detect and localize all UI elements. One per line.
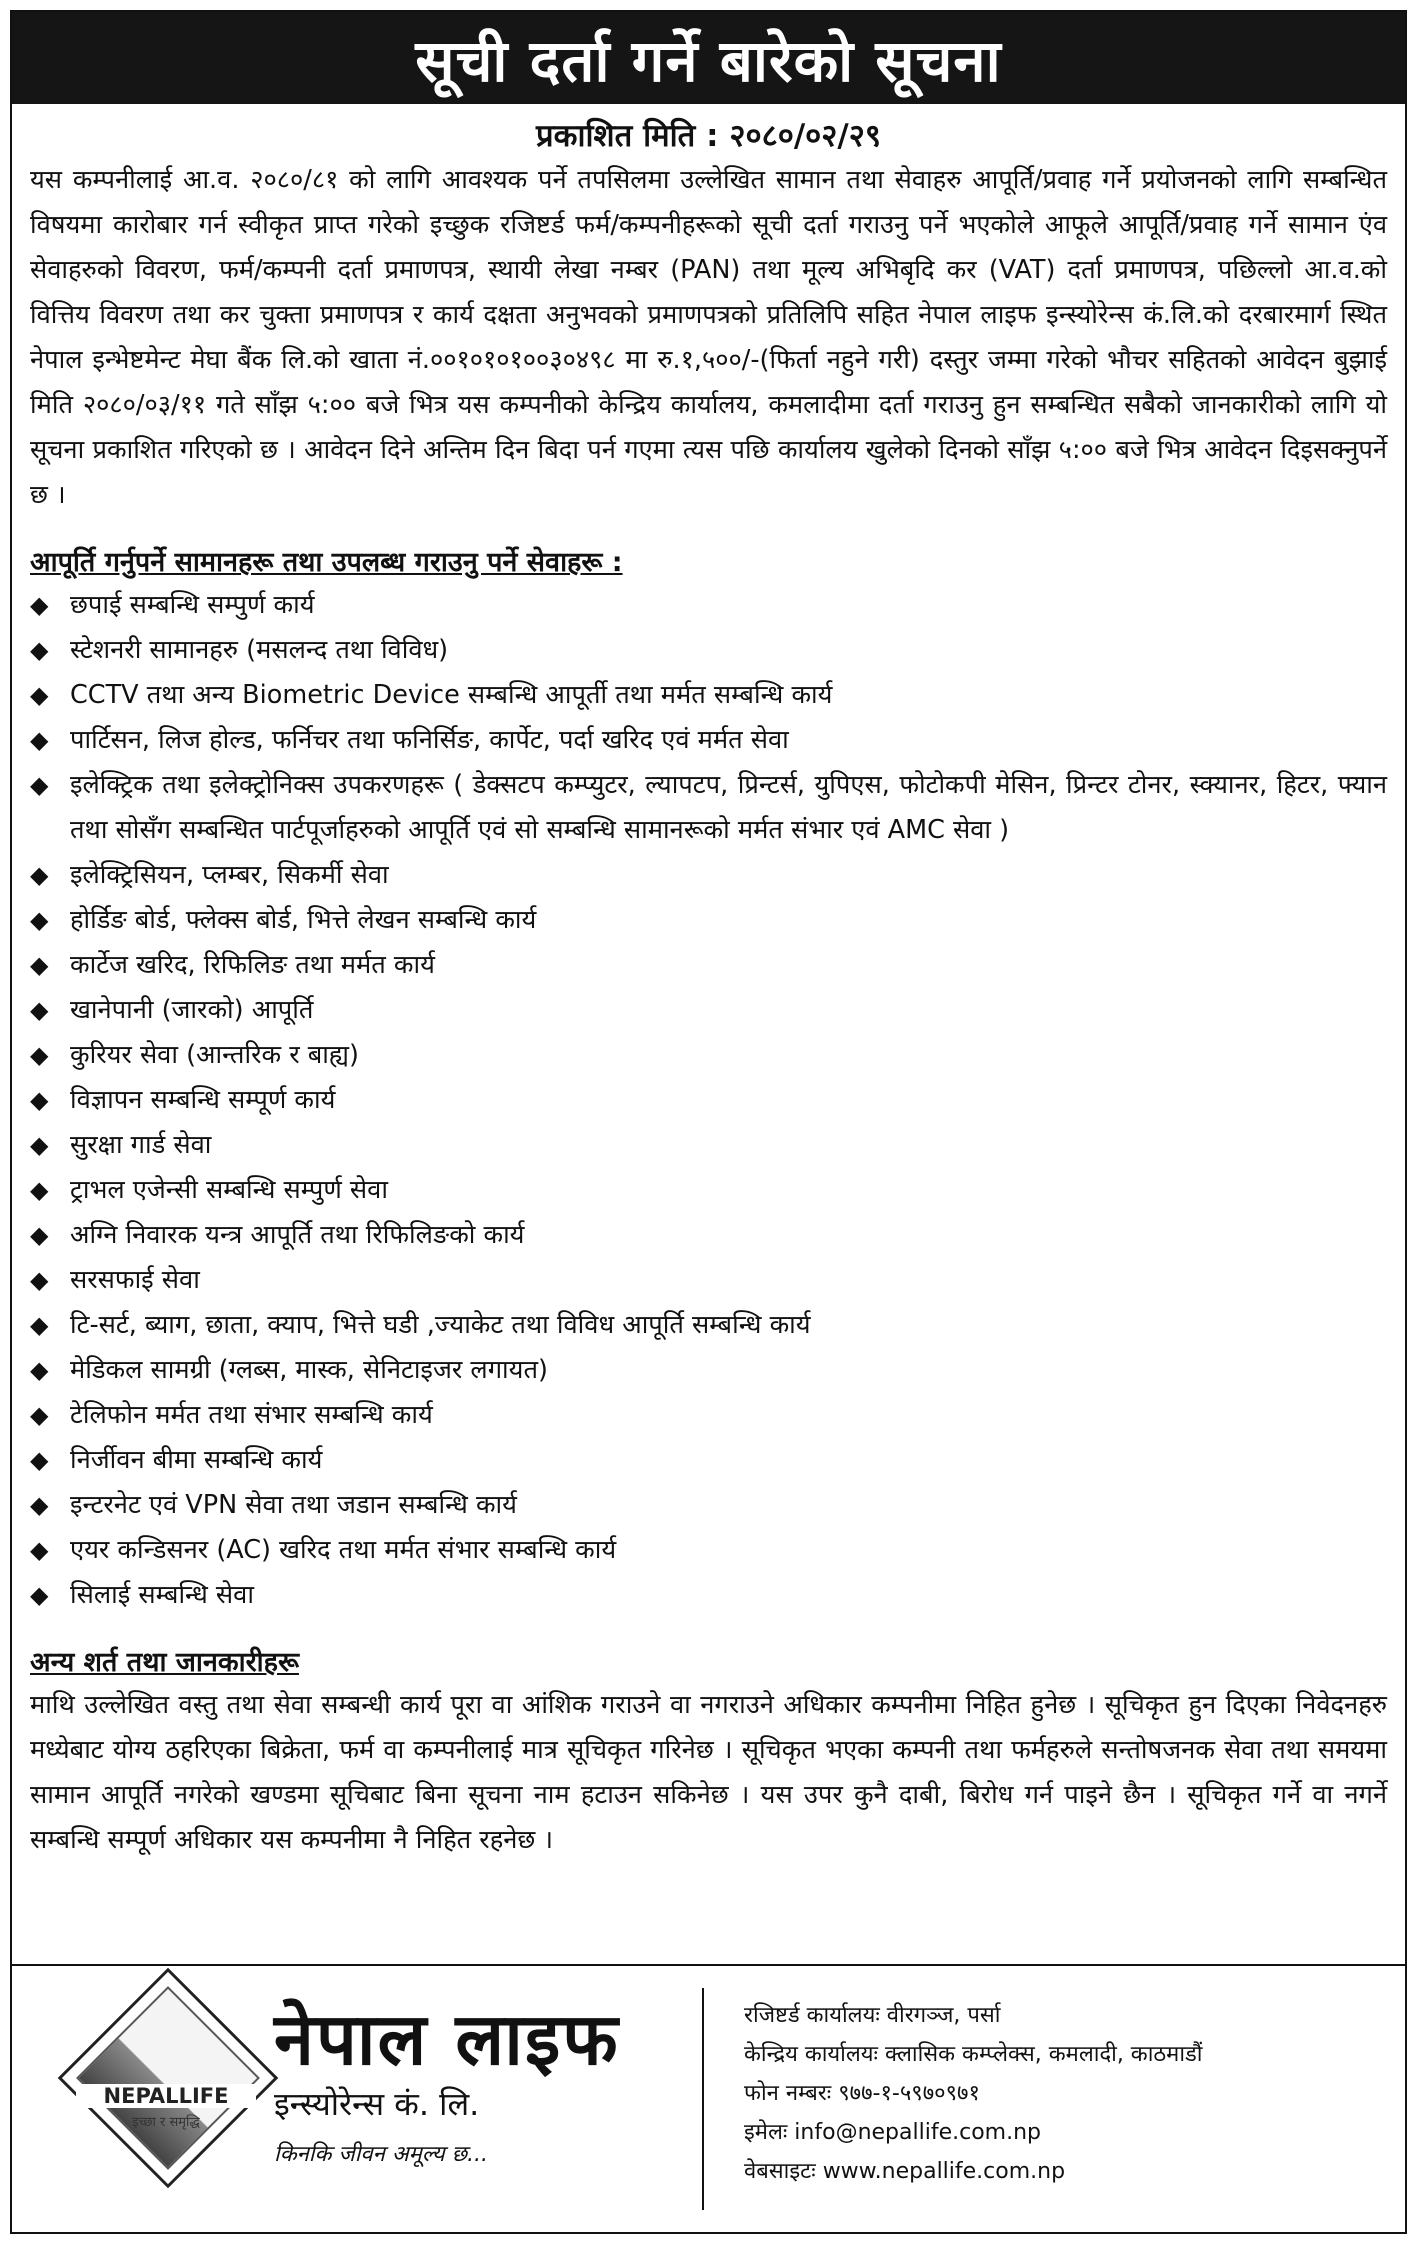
list-item-text: इन्टरनेट एवं VPN सेवा तथा जडान सम्बन्धि कार्य (70, 1490, 517, 1520)
diamond-bullet-icon: ◆ (30, 591, 49, 619)
diamond-bullet-icon: ◆ (30, 1446, 49, 1474)
list-item (30, 1213, 1387, 1258)
list-item-text: सुरक्षा गार्ड सेवा (70, 1130, 212, 1160)
diamond-bullet-icon: ◆ (30, 1401, 49, 1429)
diamond-bullet-icon: ◆ (30, 1356, 49, 1384)
list-item-text: छपाई सम्बन्धि सम्पुर्ण कार्य (70, 590, 315, 620)
brand-subtitle: इन्स्योरेन्स कं. लि. (274, 2085, 480, 2123)
logo-tagline: इच्छा र समृद्धि (132, 2115, 200, 2130)
footer (12, 1964, 1405, 2232)
list-item-text: एयर कन्डिसनर (AC) खरिद तथा मर्मत संभार सम्बन्धि कार्य (70, 1535, 617, 1565)
list-item (30, 583, 1387, 628)
notice-body (12, 158, 1405, 1863)
items-heading: आपूर्ति गर्नुपर्ने सामानहरू तथा उपलब्ध गराउनु पर्ने सेवाहरू : (30, 547, 623, 578)
intro-paragraph: यस कम्पनीलाई आ.व. २०८०/८१ को लागि आवश्यक पर्ने तपसिलमा उल्लेखित सामान तथा सेवाहरु आपूर्ति/प्रवाह गर्ने प्रयोजनको लागि सम्बन्धित विषयमा कारोबार गर्न स्वीकृत प्राप्त गरेको इच्छुक रजिष्टर्ड फर्म/कम्पनीहरूको सूची दर्ता गराउनु पर्ने भएकोले आफूले आपूर्ति/प्रवाह गर्ने सामान एंव सेवाहरुको विवरण, फर्म/कम्पनी दर्ता प्रमाणपत्र, स्थायी लेखा नम्बर (PAN) तथा मूल्य अभिबृदि कर (VAT) दर्ता प्रमाणपत्र, पछिल्लो आ.व.को वित्तिय विवरण तथा कर चुक्ता प्रमाणपत्र र कार्य दक्षता अनुभवको प्रमाणपत्रको प्रतिलिपि सहित नेपाल लाइफ इन्स्योरेन्स कं.लि.को दरबारमार्ग स्थित नेपाल इन्भेष्टमेन्ट मेघा बैंक लि.को खाता नं.००१०१०१००३०४९८ मा रु.१,५००/-(फिर्ता नहुने गरी) दस्तुर जम्मा गरेको भौचर सहितको आवेदन बुझाई मिति २०८०/०३/११ गते साँझ ५:०० बजे भित्र यस कम्पनीको केन्द्रिय कार्यालय, कमलादीमा दर्ता गराउनु हुन सम्बन्धित सबैको जानकारीको लागि यो सूचना प्रकाशित गरिएको छ । आवेदन दिने अन्तिम दिन बिदा पर्न गएमा त्यस पछि कार्यालय खुलेको दिनको साँझ ५:०० बजे भित्र आवेदन दिइसक्नुपर्ने छ । (30, 165, 1387, 510)
list-item-text: कुरियर सेवा (आन्तरिक र बाह्य) (70, 1040, 359, 1070)
diamond-bullet-icon: ◆ (30, 1221, 49, 1249)
diamond-bullet-icon: ◆ (30, 996, 49, 1024)
list-item (30, 1438, 1387, 1483)
list-item (30, 943, 1387, 988)
notice-title: सूची दर्ता गर्ने बारेको सूचना (415, 26, 1002, 95)
terms-heading: अन्य शर्त तथा जानकारीहरू (30, 1647, 299, 1678)
list-item-text: निर्जीवन बीमा सम्बन्धि कार्य (70, 1445, 323, 1475)
footer-contacts (704, 1966, 1405, 2232)
list-item-text: पार्टिसन, लिज होल्ड, फर्निचर तथा फनिर्सिङ, कार्पेट, पर्दा खरिद एवं मर्मत सेवा (70, 725, 789, 755)
list-item (30, 1483, 1387, 1528)
terms-paragraph: माथि उल्लेखित वस्तु तथा सेवा सम्बन्धी कार्य पूरा वा आंशिक गराउने वा नगराउने अधिकार कम्पनीमा निहित हुनेछ । सूचिकृत हुन दिएका निवेदनहरु मध्येबाट योग्य ठहरिएका बिक्रेता, फर्म वा कम्पनीलाई मात्र सूचिकृत गरिनेछ । सूचिकृत भएका कम्पनी तथा फर्महरुले सन्तोषजनक सेवा तथा समयमा सामान आपूर्ति नगरेको खण्डमा सूचिबाट बिना सूचना नाम हटाउन सकिनेछ । यस उपर कुनै दाबी, बिरोध गर्न पाइने छैन । सूचिकृत गर्ने वा नगर्ने सम्बन्धि सम्पूर्ण अधिकार यस कम्पनीमा नै निहित रहनेछ । (30, 1690, 1387, 1855)
brand-name: नेपाल लाइफ (274, 1997, 620, 2081)
central-office: केन्द्रिय कार्यालयः क्लासिक कम्प्लेक्स, कमलादी, काठमाडौं (744, 2042, 1203, 2067)
list-item-text: इलेक्ट्रिक तथा इलेक्ट्रोनिक्स उपकरणहरू ( डेक्सटप कम्प्युटर, ल्यापटप, प्रिन्टर्स, युपिएस, फोटोकपी मेसिन, प्रिन्टर टोनर, स्क्यानर, हिटर, फ्यान तथा सोसँग सम्बन्धित पार्टपूर्जाहरुको आपूर्ति एवं सो सम्बन्धि सामानरूको मर्मत संभार एवं AMC सेवा ) (70, 770, 1387, 845)
list-item (30, 1393, 1387, 1438)
list-item-text: ट्राभल एजेन्सी सम्बन्धि सम्पुर्ण सेवा (70, 1175, 388, 1205)
diamond-bullet-icon: ◆ (30, 1311, 49, 1339)
brand-slogan: किनकि जीवन अमूल्य छ... (274, 2142, 489, 2167)
published-date: २०८०/०२/२९ (729, 118, 881, 154)
diamond-bullet-icon: ◆ (30, 951, 49, 979)
list-item-text: खानेपानी (जारको) आपूर्ति (70, 995, 314, 1025)
list-item-text: CCTV तथा अन्य Biometric Device सम्बन्धि आपूर्ती तथा मर्मत सम्बन्धि कार्य (70, 680, 833, 710)
diamond-bullet-icon: ◆ (30, 1491, 49, 1519)
diamond-bullet-icon: ◆ (30, 1266, 49, 1294)
diamond-bullet-icon: ◆ (30, 681, 49, 709)
list-item-text: कार्टेज खरिद, रिफिलिङ तथा मर्मत कार्य (70, 950, 435, 980)
diamond-bullet-icon: ◆ (30, 726, 49, 754)
diamond-bullet-icon: ◆ (30, 1581, 49, 1609)
diamond-bullet-icon: ◆ (30, 1131, 49, 1159)
phone-number: फोन नम्बरः ९७७-१-५९७०९७१ (744, 2081, 980, 2106)
list-item-text: सिलाई सम्बन्धि सेवा (70, 1580, 254, 1610)
list-item (30, 1528, 1387, 1573)
list-item (30, 1123, 1387, 1168)
list-item (30, 1258, 1387, 1303)
email-address[interactable]: इमेलः info@nepallife.com.np (744, 2120, 1041, 2145)
items-list (30, 583, 1387, 1618)
diamond-bullet-icon: ◆ (30, 771, 49, 799)
website-link[interactable]: वेबसाइटः www.nepallife.com.np (744, 2159, 1066, 2184)
list-item (30, 1033, 1387, 1078)
notice-page (10, 10, 1407, 2234)
footer-brand (12, 1966, 702, 2232)
list-item-text: होर्डिङ बोर्ड, फ्लेक्स बोर्ड, भित्ते लेखन सम्बन्धि कार्य (70, 905, 537, 935)
registered-office: रजिष्टर्ड कार्यालयः वीरगञ्ज, पर्सा (744, 2003, 1001, 2028)
list-item (30, 898, 1387, 943)
list-item (30, 1303, 1387, 1348)
list-item-text: इलेक्ट्रिसियन, प्लम्बर, सिकर्मी सेवा (70, 860, 389, 890)
diamond-bullet-icon: ◆ (30, 1536, 49, 1564)
published-label: प्रकाशित मिति : (536, 118, 719, 154)
list-item-text: टेलिफोन मर्मत तथा संभार सम्बन्धि कार्य (70, 1400, 433, 1430)
list-item-text: सरसफाई सेवा (70, 1265, 200, 1295)
list-item (30, 853, 1387, 898)
list-item (30, 1168, 1387, 1213)
list-item (30, 628, 1387, 673)
list-item-text: विज्ञापन सम्बन्धि सम्पूर्ण कार्य (70, 1085, 336, 1115)
diamond-bullet-icon: ◆ (30, 1041, 49, 1069)
list-item-text: टि-सर्ट, ब्याग, छाता, क्याप, भित्ते घडी ,ज्याकेट तथा विविध आपूर्ति सम्बन्धि कार्य (70, 1310, 811, 1340)
list-item (30, 763, 1387, 853)
list-item (30, 673, 1387, 718)
diamond-bullet-icon: ◆ (30, 1176, 49, 1204)
published-date-line (12, 114, 1405, 156)
diamond-bullet-icon: ◆ (30, 906, 49, 934)
list-item (30, 718, 1387, 763)
list-item-text: मेडिकल सामग्री (ग्लब्स, मास्क, सेनिटाइजर लगायत) (70, 1355, 548, 1385)
list-item (30, 1573, 1387, 1618)
title-banner (12, 12, 1405, 104)
list-item (30, 988, 1387, 1033)
list-item (30, 1078, 1387, 1123)
logo-wordmark: NEPALLIFE (76, 2084, 256, 2108)
list-item-text: अग्नि निवारक यन्त्र आपूर्ति तथा रिफिलिङको कार्य (70, 1220, 525, 1250)
company-logo-icon (58, 1968, 279, 2189)
diamond-bullet-icon: ◆ (30, 861, 49, 889)
diamond-bullet-icon: ◆ (30, 1086, 49, 1114)
list-item-text: स्टेशनरी सामानहरु (मसलन्द तथा विविध) (70, 635, 449, 665)
list-item (30, 1348, 1387, 1393)
diamond-bullet-icon: ◆ (30, 636, 49, 664)
